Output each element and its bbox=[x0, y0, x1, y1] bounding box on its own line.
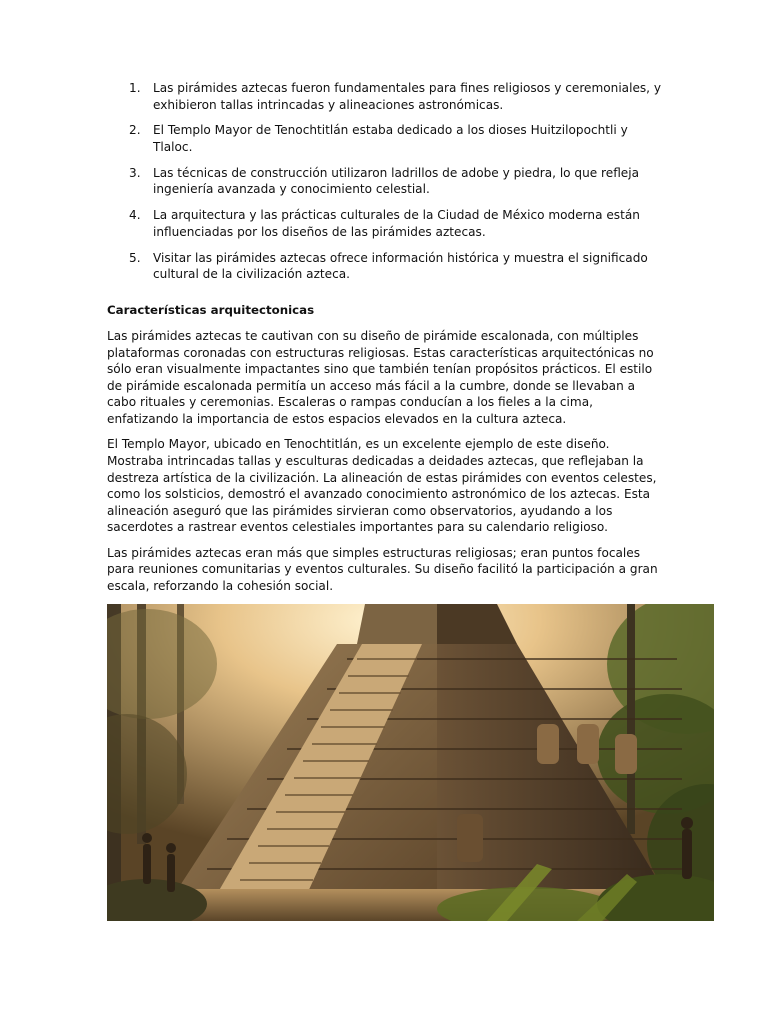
numbered-list bbox=[107, 80, 667, 292]
list-item-text: Visitar las pirámides aztecas ofrece información histórica y muestra el significado cultural de la civilización azteca. bbox=[153, 250, 648, 282]
list-item-text: Las pirámides aztecas fueron fundamentales para fines religiosos y ceremoniales, y exhibieron tallas intrincadas y alineaciones astronómicas. bbox=[153, 81, 662, 112]
list-item-text: La arquitectura y las prácticas culturales de la Ciudad de México moderna están influenciadas por los diseños de las pirámides aztecas. bbox=[153, 208, 640, 239]
list-item bbox=[107, 250, 667, 283]
list-item bbox=[107, 80, 667, 113]
list-item-number: 1. bbox=[129, 81, 141, 95]
paragraph: El Templo Mayor, ubicado en Tenochtitlán, es un excelente ejemplo de este diseño. Mostraba intrincadas tallas y esculturas dedicadas a deidades aztecas, que reflejaban la destreza artística de la civilización. La alineación de estas pirámides con eventos celestes, como los solsticios, demostró el avanzado conocimiento astronómico de los aztecas. Esta alineación aseguró que las pirámides sirvieran como observatorios, ayudando a los sacerdotes a rastrear eventos celestiales importantes para su calendario religioso. bbox=[107, 437, 657, 535]
architecture-section bbox=[107, 302, 667, 603]
list-item-number: 2. bbox=[129, 123, 141, 138]
list-item bbox=[107, 122, 667, 155]
pyramid-illustration bbox=[107, 604, 714, 921]
list-item-number: 5. bbox=[129, 250, 141, 265]
list-item-number: 3. bbox=[129, 165, 141, 180]
list-item-text: El Templo Mayor de Tenochtitlán estaba dedicado a los dioses Huitzilopochtli y Tlaloc. bbox=[153, 123, 628, 154]
list-item-number: 4. bbox=[129, 208, 141, 223]
list-item-text: Las técnicas de construcción utilizaron ladrillos de adobe y piedra, lo que refleja ingeniería avanzada y conocimiento celestial. bbox=[153, 165, 640, 197]
paragraph: Las pirámides aztecas eran más que simples estructuras religiosas; eran puntos focales para reuniones comunitarias y eventos culturales. Su diseño facilitó la participación a gran escala, reforzando la cohesión social. bbox=[107, 545, 658, 593]
list-item bbox=[107, 165, 667, 198]
pyramid-image bbox=[107, 604, 714, 921]
list-item bbox=[107, 207, 667, 240]
section-heading: Características arquitectonicas bbox=[107, 303, 315, 317]
paragraph: Las pirámides aztecas te cautivan con su diseño de pirámide escalonada, con múltiples plataformas coronadas con estructuras religiosas. Estas características arquitectónicas no sólo eran visualmente impactantes sino que también tenían propósitos prácticos. El estilo de pirámide escalonada permitía un acceso más fácil a la cumbre, donde se llevaban a cabo rituales y ceremonias. Escaleras o rampas conducían a los fieles a la cima, enfatizando la importancia de estos espacios elevados en la cultura azteca. bbox=[107, 329, 654, 427]
